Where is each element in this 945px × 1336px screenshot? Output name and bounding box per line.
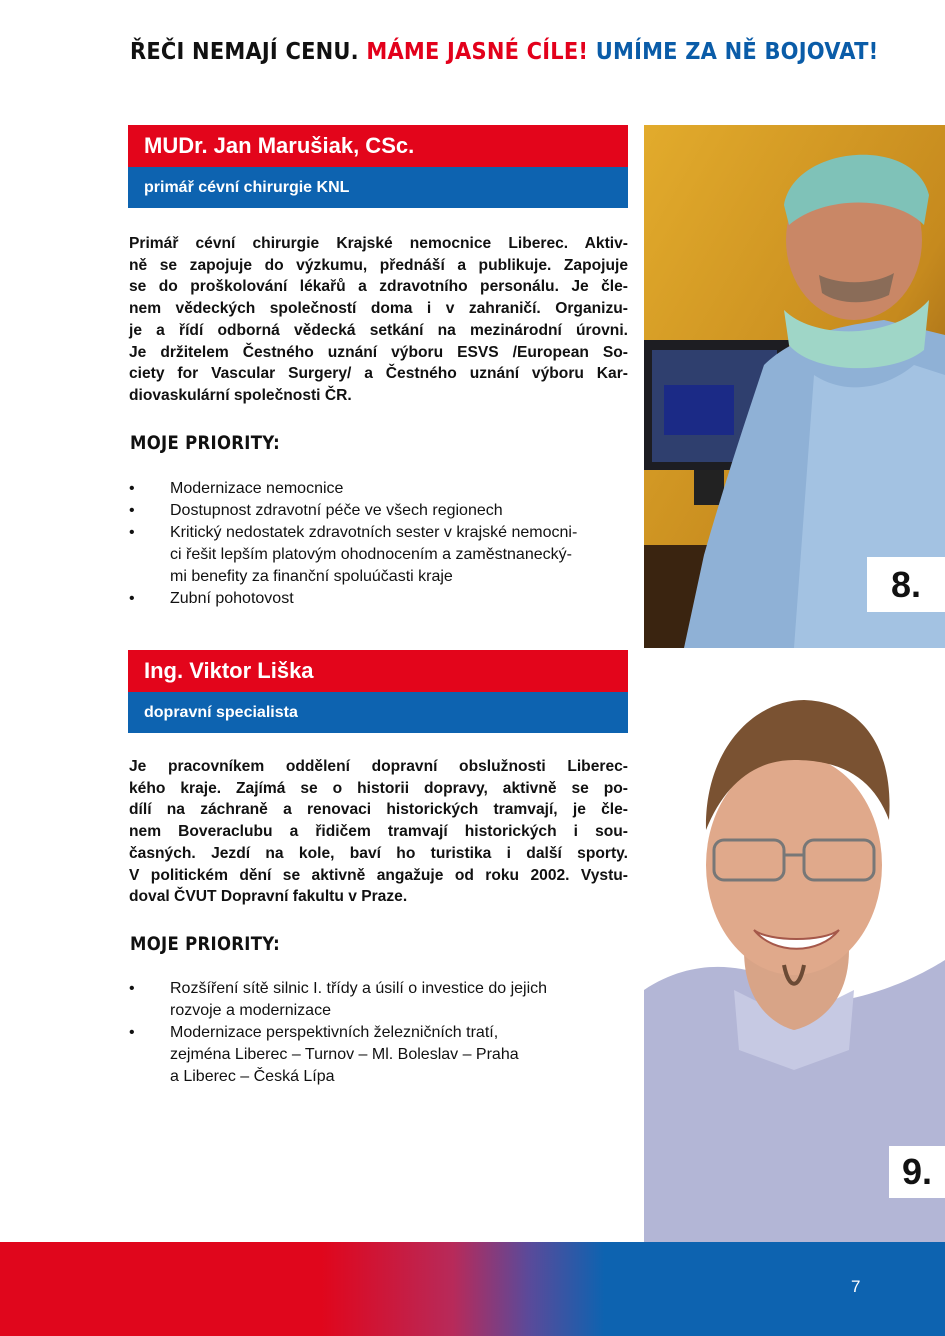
candidate-name: Ing. Viktor Liška <box>128 650 628 692</box>
bio-line: časných. Jezdí na kole, baví ho turistika i další sporty. <box>129 844 628 862</box>
bio-line: V politickém dění se aktivně angažuje od roku 2002. Vystu- <box>129 866 628 884</box>
candidate-number-badge: 9. <box>889 1146 945 1198</box>
bio-line: nem Boveraclubu a řidičem tramvají historických i sou- <box>129 823 628 841</box>
bullet: • <box>129 480 135 497</box>
page-number: 7 <box>851 1277 861 1296</box>
priorities-list <box>129 478 629 610</box>
bio-line: Je držitelem Čestného uznání výboru ESVS /European So- <box>129 343 628 361</box>
priorities-heading: MOJE PRIORITY: <box>130 432 280 454</box>
bullet: • <box>129 980 135 997</box>
candidate-number-badge: 8. <box>867 557 945 612</box>
bullet: • <box>129 1024 135 1041</box>
bio-line: ně se zapojuje do výzkumu, přednáší a publikuje. Zapojuje <box>129 256 628 274</box>
bio-line: Primář cévní chirurgie Krajské nemocnice Liberec. Aktiv- <box>129 235 628 252</box>
list-item: • Rozšíření sítě silnic I. třídy a úsilí o investice do jejich rozvoje a modernizace <box>129 980 548 1019</box>
bio-line: se do proškolování lékařů a zdravotního personálu. Je čle- <box>129 278 628 296</box>
bio-line: nem vědeckých společností doma i v zahraničí. Organizu- <box>129 300 628 318</box>
slogan <box>130 38 878 64</box>
slogan-part-3: UMÍME ZA NĚ BOJOVAT! <box>595 38 879 65</box>
slogan-part-1: ŘEČI NEMAJÍ CENU. <box>130 38 359 65</box>
bullet: • <box>129 524 135 541</box>
bio-line: diovaskulární společnosti ČR. <box>129 386 352 404</box>
bio-line: kého kraje. Zajímá se o historii dopravy, aktivně se po- <box>129 779 628 797</box>
candidate-role: primář cévní chirurgie KNL <box>128 167 628 208</box>
candidate-bio <box>129 233 628 407</box>
footer-gradient-band <box>0 1242 945 1336</box>
priorities-heading: MOJE PRIORITY: <box>130 933 280 955</box>
list-item: • Modernizace perspektivních železničních tratí, zejména Liberec – Turnov – Ml. Boleslav – Praha a Liberec – Česká Lípa <box>129 1024 519 1085</box>
candidate-role: dopravní specialista <box>128 692 628 733</box>
list-item: • Kritický nedostatek zdravotních sester v krajské nemocni- ci řešit lepším platovým ohodnocením a zaměstnanecký- mi benefity za finanční spoluúčasti kraje <box>129 524 578 585</box>
bio-line: dílí na záchraně a renovaci historických tramvají, je čle- <box>129 801 628 819</box>
bullet: • <box>129 502 135 519</box>
bio-line: je a řídí odborná vědecká setkání na mezinárodní úrovni. <box>129 321 628 339</box>
bullet: • <box>129 590 135 607</box>
slogan-part-2: MÁME JASNÉ CÍLE! <box>366 38 589 65</box>
bio-line: doval ČVUT Dopravní fakultu v Praze. <box>129 888 408 906</box>
candidate-photo-portrait <box>644 690 945 1242</box>
list-item: • Zubní pohotovost <box>129 588 629 610</box>
list-item: • Dostupnost zdravotní péče ve všech regionech <box>129 500 629 522</box>
list-item: • Modernizace nemocnice <box>129 478 629 500</box>
candidate-name: MUDr. Jan Marušiak, CSc. <box>128 125 628 167</box>
candidate-photo-surgeon <box>644 125 945 648</box>
bio-line: Je pracovníkem oddělení dopravní obslužnosti Liberec- <box>129 758 628 775</box>
candidate-bio <box>129 756 628 908</box>
bio-line: ciety for Vascular Surgery/ a Čestného uznání výboru Kar- <box>129 365 628 383</box>
priorities-list <box>129 978 629 1088</box>
